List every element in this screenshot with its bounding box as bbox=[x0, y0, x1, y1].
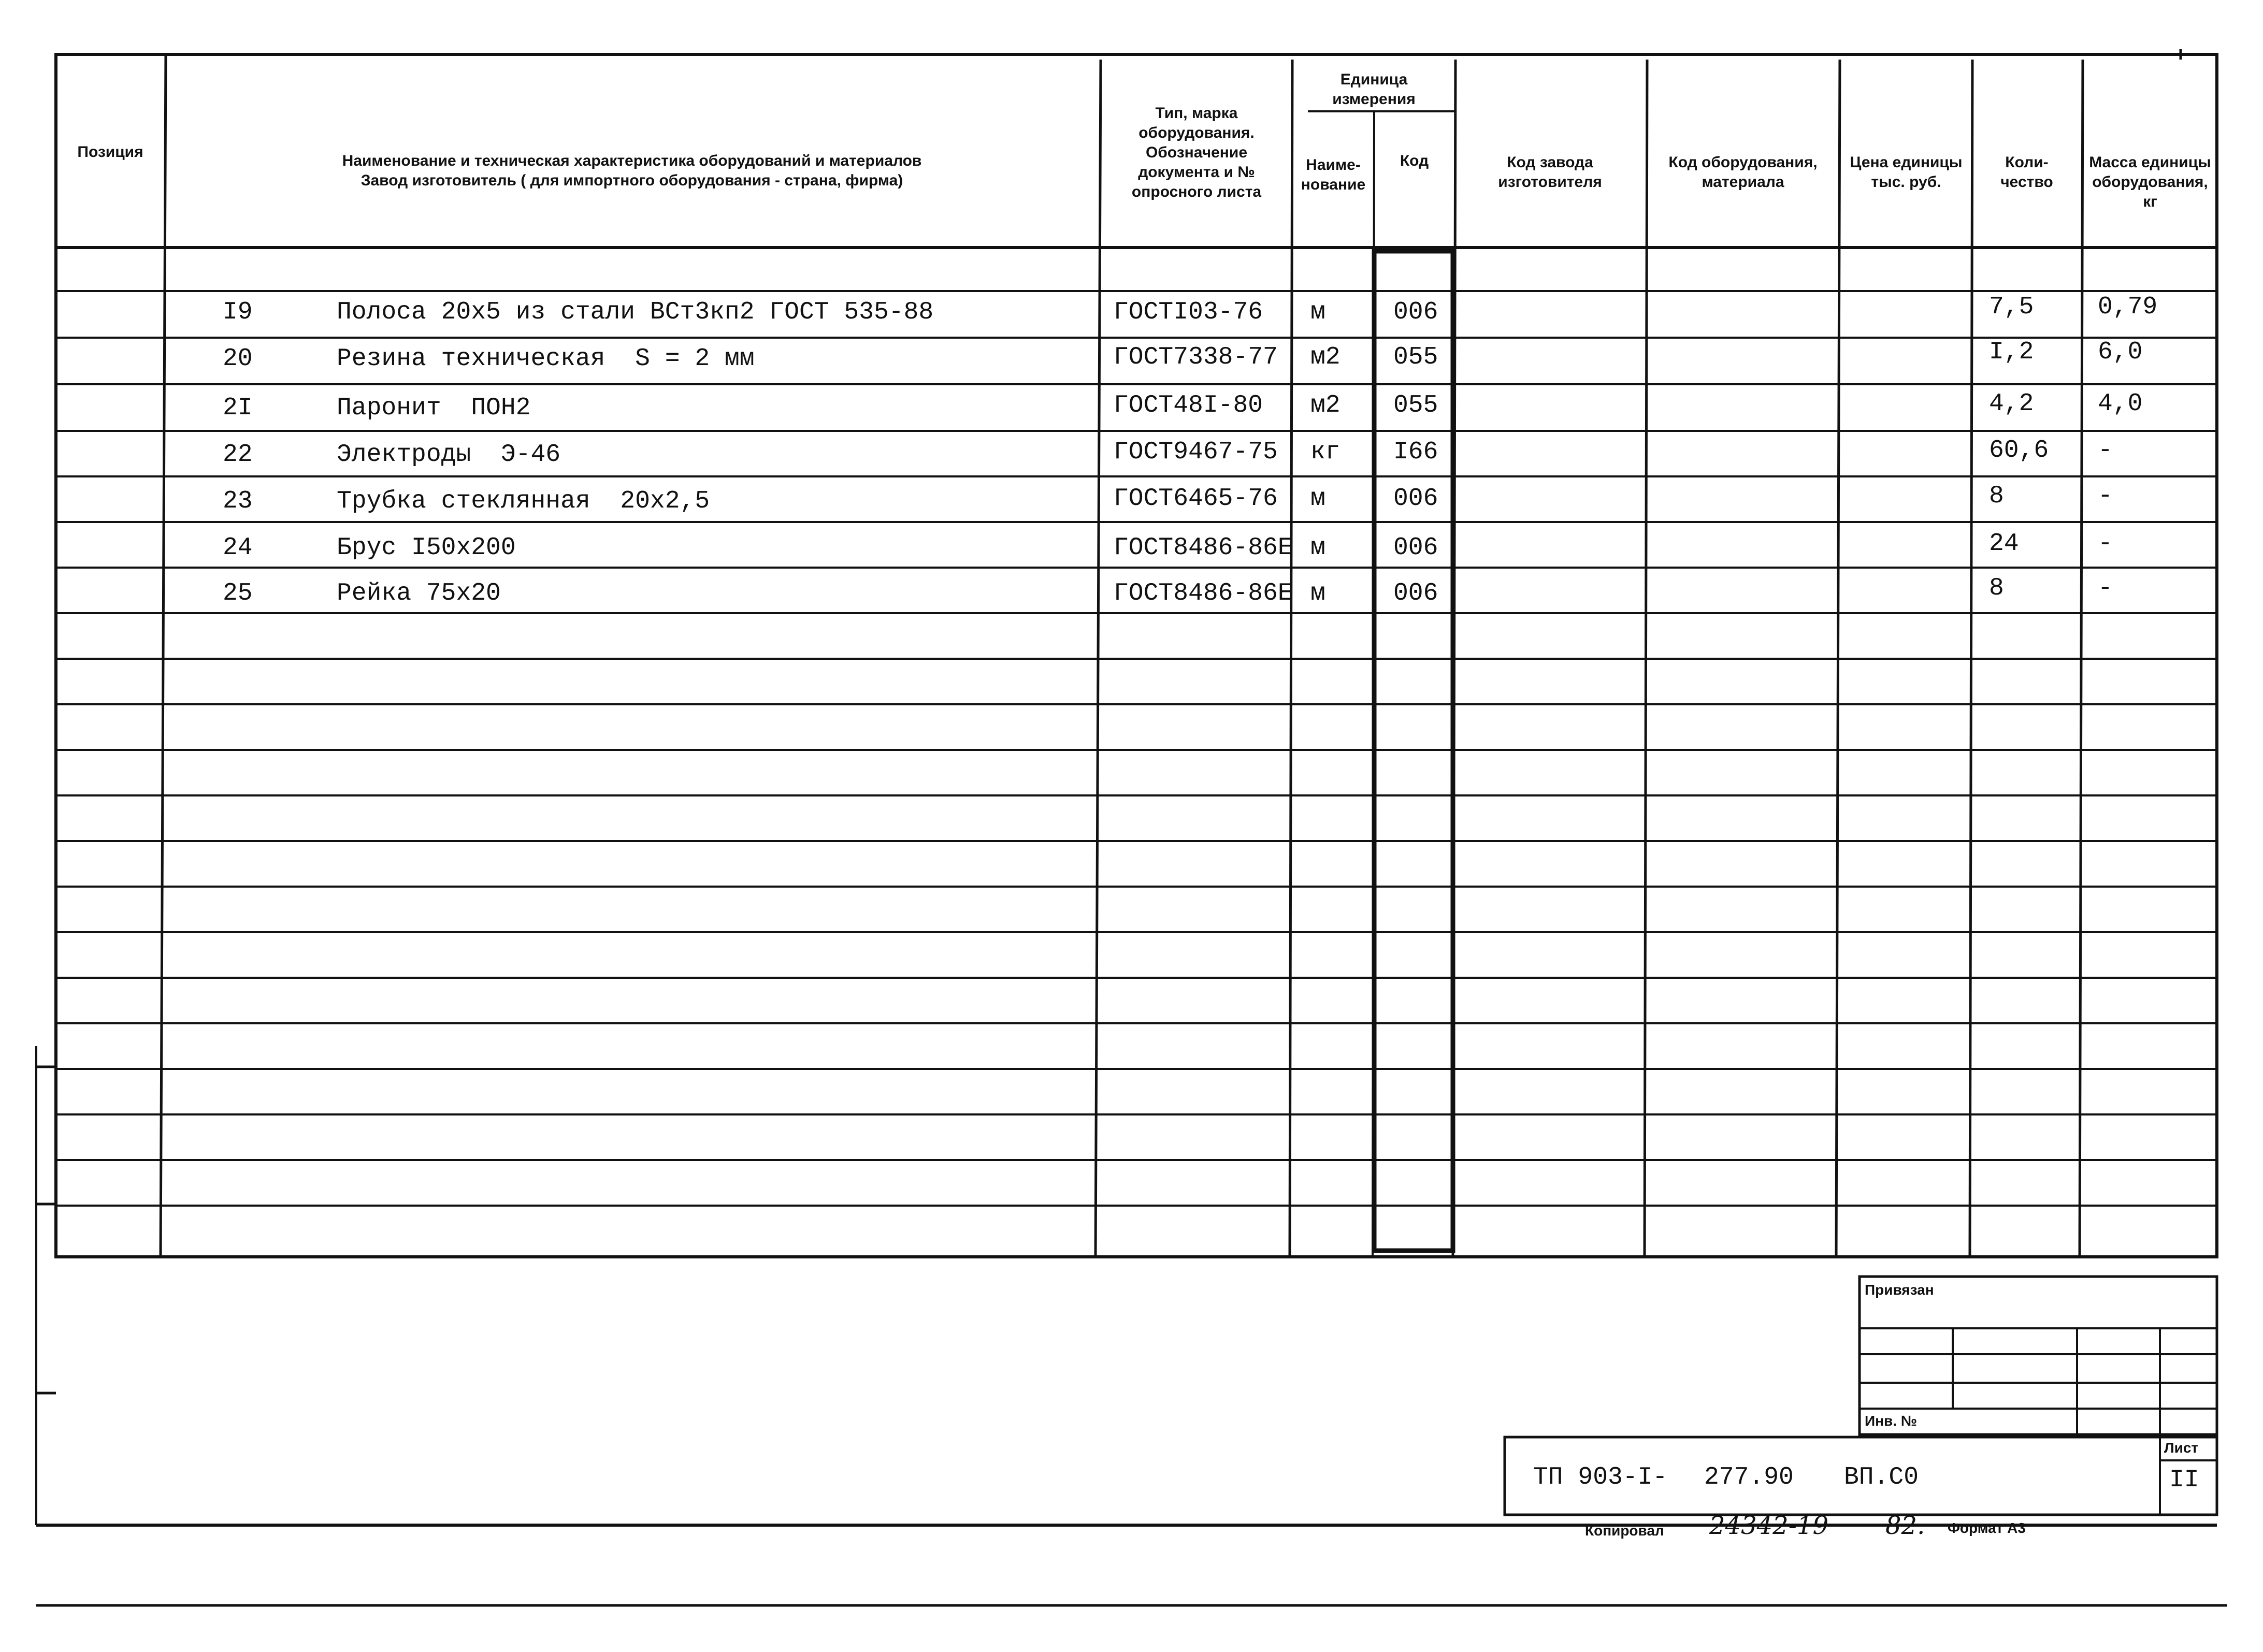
row-name: Резина техническая S = 2 мм bbox=[337, 345, 755, 373]
stamp-designation-a: ТП 903-I- bbox=[1533, 1463, 1668, 1491]
stamp-sheet-number: II bbox=[2169, 1466, 2199, 1494]
copy-handwritten-suffix: 82. bbox=[1885, 1511, 1925, 1540]
header-type: Тип, марка оборудования. Обозначение документа и № опросного листа bbox=[1131, 105, 1262, 200]
row-code: 006 bbox=[1393, 579, 1438, 607]
row-position: 2I bbox=[223, 394, 253, 422]
row-name: Рейка 75х20 bbox=[337, 579, 501, 607]
row-position: 24 bbox=[223, 534, 253, 562]
row-name: Полоса 20х5 из стали ВСт3кп2 ГОСТ 535-88 bbox=[337, 298, 934, 326]
row-position: 20 bbox=[223, 345, 253, 373]
header-mass: Масса единицы оборудования, кг bbox=[2089, 154, 2211, 210]
row-unit: м2 bbox=[1310, 343, 1340, 371]
header-unit-name: Наиме- нование bbox=[1301, 156, 1366, 193]
row-mass: 6,0 bbox=[2098, 338, 2143, 366]
row-code: 006 bbox=[1393, 298, 1438, 326]
stamp-inv-label: Инв. № bbox=[1865, 1413, 1918, 1429]
row-code: 006 bbox=[1393, 485, 1438, 513]
header-unit-group: Единица измерения bbox=[1332, 71, 1416, 108]
row-doc: ГОСТ7338-77 bbox=[1114, 343, 1278, 371]
row-qty: 24 bbox=[1989, 530, 2019, 558]
row-mass: 0,79 bbox=[2098, 293, 2158, 321]
row-unit: м2 bbox=[1310, 392, 1340, 419]
row-qty: I,2 bbox=[1989, 338, 2034, 366]
row-doc: ГОСТ8486-86Е bbox=[1114, 579, 1293, 607]
row-position: 25 bbox=[223, 579, 253, 607]
stamp-designation-b: 277.90 bbox=[1704, 1463, 1794, 1491]
row-unit: м bbox=[1310, 579, 1325, 607]
row-position: 22 bbox=[223, 441, 253, 469]
row-mass: - bbox=[2098, 437, 2113, 465]
row-mass: - bbox=[2098, 574, 2113, 602]
row-name: Паронит ПОН2 bbox=[337, 394, 531, 422]
row-mass: - bbox=[2098, 530, 2113, 558]
row-unit: м bbox=[1310, 485, 1325, 513]
row-name: Электроды Э-46 bbox=[337, 441, 561, 469]
row-name: Брус I50х200 bbox=[337, 534, 516, 562]
row-doc: ГОСТ48I-80 bbox=[1114, 392, 1263, 419]
header-price: Цена единицы тыс. руб. bbox=[1850, 154, 1963, 191]
row-position: 23 bbox=[223, 487, 253, 515]
row-qty: 60,6 bbox=[1989, 437, 2049, 465]
copied-label: Копировал bbox=[1585, 1523, 1664, 1539]
header-position: Позиция bbox=[77, 143, 143, 161]
row-unit: м bbox=[1310, 534, 1325, 562]
stamp-designation-c: ВП.С0 bbox=[1844, 1463, 1919, 1491]
header-factory-code: Код завода изготовителя bbox=[1498, 154, 1602, 191]
row-doc: ГОСТ9467-75 bbox=[1114, 438, 1278, 466]
row-code: 055 bbox=[1393, 343, 1438, 371]
header-equipment-code: Код оборудования, материала bbox=[1668, 154, 1818, 191]
row-qty: 8 bbox=[1989, 574, 2004, 602]
row-unit: м bbox=[1310, 298, 1325, 326]
row-qty: 8 bbox=[1989, 482, 2004, 510]
header-name-sub: Завод изготовитель ( для импортного оборудования - страна, фирма) bbox=[361, 172, 903, 189]
row-code: 006 bbox=[1393, 534, 1438, 562]
header-quantity: Коли- чество bbox=[2000, 154, 2053, 191]
header-unit-code: Код bbox=[1400, 152, 1429, 169]
row-doc: ГОСТI03-76 bbox=[1114, 298, 1263, 326]
row-position: I9 bbox=[223, 298, 253, 326]
row-code: I66 bbox=[1393, 438, 1438, 466]
row-qty: 7,5 bbox=[1989, 293, 2034, 321]
row-doc: ГОСТ6465-76 bbox=[1114, 485, 1278, 513]
row-mass: - bbox=[2098, 482, 2113, 510]
stamp-linked-label: Привязан bbox=[1865, 1282, 1934, 1298]
row-doc: ГОСТ8486-86Е bbox=[1114, 534, 1293, 562]
row-unit: кг bbox=[1310, 438, 1340, 466]
row-qty: 4,2 bbox=[1989, 390, 2034, 418]
stamp-sheet-label: Лист bbox=[2164, 1440, 2199, 1456]
format-label: Формат А3 bbox=[1948, 1520, 2026, 1536]
row-mass: 4,0 bbox=[2098, 390, 2143, 418]
row-code: 055 bbox=[1393, 392, 1438, 419]
row-name: Трубка стеклянная 20х2,5 bbox=[337, 487, 710, 515]
header-name: Наименование и техническая характеристика оборудований и материалов bbox=[342, 152, 922, 169]
copy-handwritten-number: 24342-19 bbox=[1709, 1511, 1828, 1540]
